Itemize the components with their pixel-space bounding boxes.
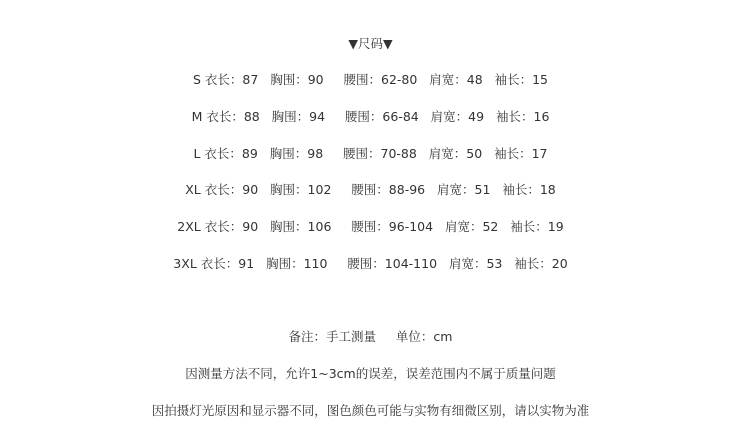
size-row-3xl: 3XL 衣长：91 胸围：110 腰围：104-110 肩宽：53 袖长：20 bbox=[173, 256, 568, 271]
disclaimer-measurement-error: 因测量方法不同，允许1~3cm的误差，误差范围内不属于质量问题 bbox=[185, 366, 556, 381]
size-row-l: L 衣长：89 胸围：98 腰围：70-88 肩宽：50 袖长：17 bbox=[193, 146, 548, 161]
size-chart-title: ▼尺码▼ bbox=[348, 36, 393, 51]
disclaimer-color-difference: 因拍摄灯光原因和显示器不同，图色颜色可能与实物有细微区别，请以实物为准 bbox=[151, 403, 590, 418]
size-row-2xl: 2XL 衣长：90 胸围：106 腰围：96-104 肩宽：52 袖长：19 bbox=[177, 219, 564, 234]
size-row-m: M 衣长：88 胸围：94 腰围：66-84 肩宽：49 袖长：16 bbox=[191, 109, 550, 124]
size-row-s: S 衣长：87 胸围：90 腰围：62-80 肩宽：48 袖长：15 bbox=[193, 72, 548, 87]
measurement-note: 备注：手工测量 单位：cm bbox=[288, 329, 453, 344]
size-row-xl: XL 衣长：90 胸围：102 腰围：88-96 肩宽：51 袖长：18 bbox=[185, 182, 556, 197]
